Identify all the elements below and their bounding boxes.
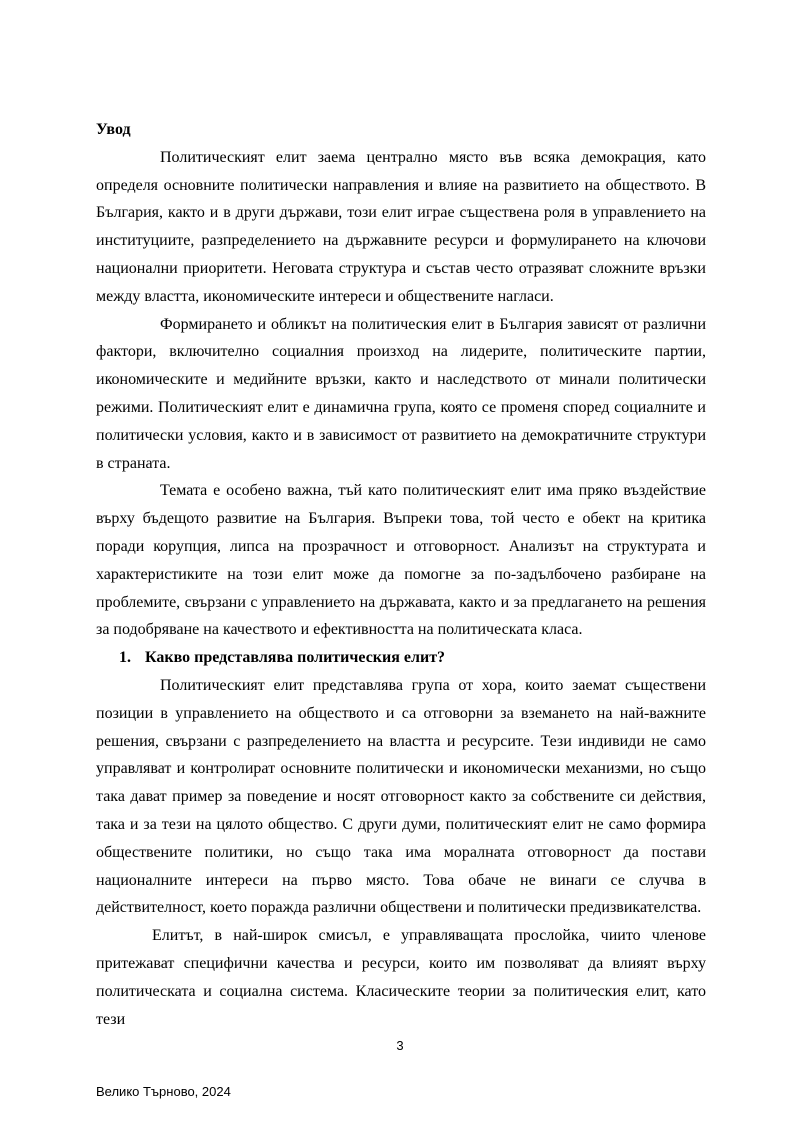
numbered-heading [96,644,706,672]
intro-paragraph-2: Формирането и обликът на политическия елит в България зависят от различни фактори, включително социалния произход на лидерите, политическите партии, икономическите и медийните връзки, както и наследството от минали политически режими. Политическият елит е динамична група, която се променя според социалните и политически условия, както и в зависимост от развитието на демократичните структури в страната. [96,315,706,472]
page-content [96,116,706,1033]
intro-paragraph-3: Темата е особено важна, тъй като политическият елит има пряко въздействие върху бъдещото развитие на България. Въпреки това, той често е обект на критика поради корупция, липса на прозрачност и отговорност. Анализът на структурата и характеристиките на този елит може да помогне за по-задълбочено разбиране на проблемите, свързани с управлението на държавата, както и за предлагането на решения за подобряване на качеството и ефективността на политическата класа. [96,482,706,639]
section1-paragraph-2: Елитът, в най-широк смисъл, е управляващата прослойка, чиито членове притежават специфични качества и ресурси, които им позволяват да влияят върху политическата и социална система. Класическите теории за политическия елит, като тези [96,927,706,1028]
heading-number: 1. [119,649,131,667]
section1-paragraph-1: Политическият елит представлява група от хора, които заемат съществени позиции в управлението на обществото и са отговорни за вземането на най-важните решения, свързани с разпределението на властта и ресурсите. Тези индивиди не само управляват и контролират основните политически и икономически механизми, но също така дават пример за поведение и носят отговорност както за собствените си действия, така и за тези на цялото общество. С други думи, политическият елит не само формира обществените политики, но също така има моралната отговорност да постави националните интереси на първо място. Това обаче не винаги се случва в действителност, което поражда различни обществени и политически предизвикателства. [96,676,706,917]
footer-text: Велико Търново, 2024 [96,1084,231,1099]
section-title: Увод [96,121,131,138]
page-number: 3 [396,1038,404,1053]
heading-text: Какво представлява политическия елит? [145,649,446,667]
intro-paragraph-1: Политическият елит заема централно място във всяка демокрация, като определя основните политически направления и влияе на развитието на обществото. В България, както и в други държави, този елит играе съществена роля в управлението на институциите, разпределението на държавните ресурси и формулирането на ключови национални приоритети. Неговата структура и състав често отразяват сложните връзки между властта, икономическите интереси и обществените нагласи. [96,148,706,305]
